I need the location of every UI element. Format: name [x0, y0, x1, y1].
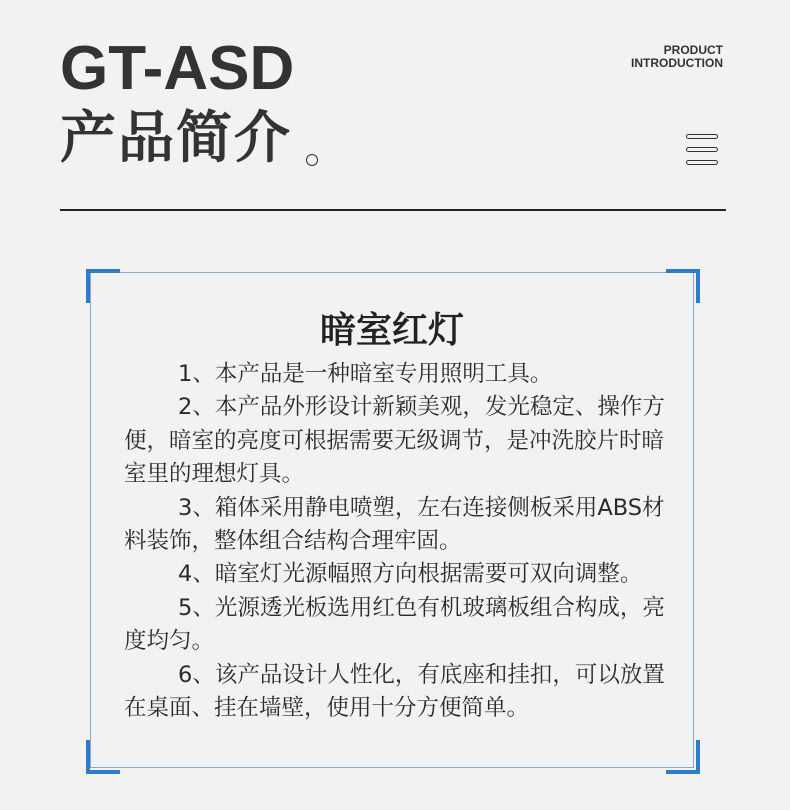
paragraph-5: 5、光源透光板选用红色有机玻璃板组合构成，亮度均匀。: [124, 594, 665, 655]
menu-bar-middle: [686, 147, 718, 152]
paragraph-3: 3、箱体采用静电喷塑，左右连接侧板采用ABS材料装饰，整体组合结构合理牢固。: [124, 494, 665, 555]
paragraph-4: 4、暗室灯光源幅照方向根据需要可双向调整。: [178, 561, 643, 588]
description-text: [124, 358, 684, 725]
panel-title: 暗室红灯: [319, 310, 464, 351]
hamburger-menu-icon[interactable]: [686, 134, 720, 166]
menu-bar-top: [686, 134, 718, 139]
english-label-line1: PRODUCT: [663, 43, 723, 57]
header-divider: [60, 209, 726, 211]
paragraph-6: 6、该产品设计人性化，有底座和挂扣，可以放置在桌面、挂在墙壁，使用十分方便简单。: [124, 661, 665, 722]
english-label-line2: INTRODUCTION: [631, 56, 723, 70]
english-section-label: [631, 44, 723, 70]
corner-bracket-top-right: [666, 269, 700, 303]
paragraph-2: 2、本产品外形设计新颖美观，发光稳定、操作方便，暗室的亮度可根据需要无级调节，是冲洗胶片时暗室里的理想灯具。: [124, 394, 665, 488]
corner-bracket-bottom-left: [86, 740, 120, 774]
heading-dot: [306, 154, 318, 166]
corner-bracket-bottom-right: [666, 740, 700, 774]
menu-bar-bottom: [686, 160, 718, 165]
paragraph-1: 1、本产品是一种暗室专用照明工具。: [178, 361, 553, 387]
page-heading: 产品简介: [60, 106, 292, 171]
model-title: GT-ASD: [60, 34, 295, 103]
corner-bracket-top-left: [86, 269, 120, 303]
